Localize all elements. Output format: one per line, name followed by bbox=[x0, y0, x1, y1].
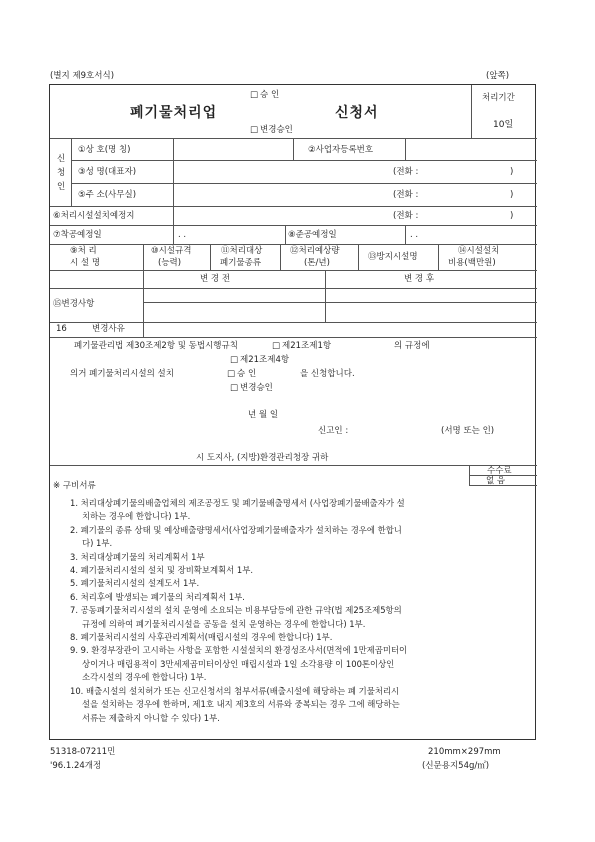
doc-item: 4. 폐기물처리시설의 설치 및 장비확보계획서 1부. bbox=[70, 565, 254, 576]
statement-line2a: 의거 폐기물처리시설의 설치 bbox=[70, 369, 174, 379]
address-label: ⑤주 소(사무실) bbox=[78, 190, 137, 200]
representative-phone-label: (전화 : bbox=[393, 167, 419, 177]
finish-date-label: ⑧준공예정일 bbox=[288, 230, 337, 240]
business-name-label: ①상 호(명 칭) bbox=[78, 145, 131, 155]
col-facility-name-1: ⑨처 리 bbox=[70, 246, 97, 256]
form-code: 51318-07211민 bbox=[50, 747, 116, 757]
applicant-label-3: 인 bbox=[57, 182, 66, 192]
facility-phone-label: (전화 : bbox=[393, 211, 419, 221]
recipient-line: 시 도지사, (지방)환경관리청장 귀하 bbox=[196, 453, 329, 463]
col-waste-type-2: 폐기물종류 bbox=[220, 258, 262, 268]
col-spec-2: (능력) bbox=[158, 258, 182, 268]
form-number: (별지 제9호서식) bbox=[50, 71, 115, 81]
paper-type: (신문용지54g/㎡) bbox=[422, 761, 490, 771]
col-expected-amount-1: ⑫처리예상량 bbox=[290, 246, 340, 256]
doc-item: 6. 처리후에 발생되는 폐기물의 처리계획서 1부. bbox=[70, 591, 245, 602]
before-change-label: 변 경 전 bbox=[200, 274, 231, 284]
required-docs-heading: ※ 구비서류 bbox=[53, 481, 96, 491]
statement-line2b: 을 신청합니다. bbox=[300, 369, 355, 379]
processing-period-value: 10일 bbox=[493, 120, 514, 130]
change-reason-label: 변경사유 bbox=[92, 324, 125, 334]
install-change-checkbox[interactable]: □ 변경승인 bbox=[230, 384, 273, 393]
doc-item: 1. 처리대상폐기물의배출업체의 제조공정도 및 폐기물배출명세서 (사업장폐기물배출자가 설 bbox=[70, 498, 405, 508]
representative-phone-close: ) bbox=[510, 167, 514, 177]
doc-item: 8. 폐기물처리시설의 사후관리계획서(매립시설의 경우에 한합니다) 1부. bbox=[70, 632, 333, 643]
col-facility-name-2: 시 설 명 bbox=[70, 258, 101, 268]
facility-phone-close: ) bbox=[510, 211, 514, 221]
revision-date: '96.1.24개정 bbox=[50, 761, 102, 771]
after-change-label: 변 경 후 bbox=[404, 274, 435, 284]
required-docs-list bbox=[70, 497, 532, 725]
form-title: 폐기물처리업 bbox=[130, 105, 218, 121]
applicant-label-2: 청 bbox=[57, 168, 66, 178]
doc-item-continued: 소각시설의 경우에 한합니다) 1부. bbox=[82, 672, 207, 683]
doc-item: 3. 처리대상폐기물의 처리계획서 1부 bbox=[70, 551, 205, 562]
statement-line1a: 폐기물관리법 제30조제2항 및 동법시행규칙 bbox=[74, 341, 238, 351]
fee-label: 수수료 bbox=[487, 466, 512, 476]
col-expected-amount-2: (톤/년) bbox=[304, 258, 330, 268]
doc-item: 10. 배출시설의 설치허가 또는 신고신청서의 첨부서류(배출시설에 해당하는 폐 기물처리시 bbox=[70, 685, 400, 696]
start-date-label: ⑦착공예정일 bbox=[53, 230, 102, 240]
doc-item: 9. 9. 환경부장관이 고시하는 사항을 포함한 시설설치의 환경성조사서(면적에 1만제곱미터이 bbox=[70, 645, 408, 656]
applicant-sign-label: 신고인 : bbox=[318, 426, 349, 436]
form-title-suffix: 신청서 bbox=[335, 105, 379, 121]
signature-note: (서명 또는 인) bbox=[441, 426, 495, 436]
col-spec-1: ⑩시설규격 bbox=[151, 246, 192, 256]
doc-item-continued: 상이거나 매립용적이 3만세제곱미터이상인 매립시설과 1일 소각용량 이 100톤이상인 bbox=[82, 658, 395, 669]
application-form bbox=[49, 84, 536, 740]
doc-item-continued: 설을 설치하는 경우에 한하며, 제1호 내지 제3호의 서류와 중복되는 경우 그에 해당하는 bbox=[82, 699, 400, 710]
business-regno-label: ②사업자등록번호 bbox=[308, 145, 374, 155]
col-waste-type-1: ⑪처리대상 bbox=[221, 246, 263, 256]
date-line: 년 월 일 bbox=[248, 410, 279, 420]
article-21-1-checkbox[interactable]: □ 제21조제1항 bbox=[272, 342, 331, 351]
doc-item: 7. 공동폐기물처리시설의 설치 운영에 소요되는 비용부담등에 관한 규약(법 제25조제5항의 bbox=[70, 605, 402, 616]
representative-label: ③성 명(대표자) bbox=[78, 167, 137, 177]
facility-location-label: ⑥처리시설설치예정지 bbox=[53, 211, 135, 221]
change-reason-number: 16 bbox=[56, 324, 67, 334]
doc-item-continued: 서류는 제출하지 아니할 수 있다) 1부. bbox=[82, 712, 220, 723]
processing-period-label: 처리기간 bbox=[482, 93, 515, 103]
doc-item-continued: 규정에 의하여 폐기물처리시설을 공동을 설치 운영하는 경우에 한합니다) 1부. bbox=[82, 618, 366, 629]
paper-size: 210mm×297mm bbox=[428, 747, 501, 757]
change-approve-checkbox[interactable]: □ 변경승인 bbox=[250, 126, 293, 135]
finish-date-dots: . . bbox=[410, 230, 419, 240]
change-items-label: ⑮변경사항 bbox=[53, 299, 95, 309]
col-install-cost-1: ⑭시설설치 bbox=[458, 246, 500, 256]
doc-item-continued: 다) 1부. bbox=[82, 538, 113, 549]
fee-value: 없 음 bbox=[486, 476, 506, 486]
address-phone-close: ) bbox=[510, 190, 514, 200]
install-approve-checkbox[interactable]: □ 승 인 bbox=[227, 370, 256, 379]
doc-item-continued: 치하는 경우에 한합니다) 1부. bbox=[82, 511, 191, 522]
applicant-label-1: 신 bbox=[57, 154, 66, 164]
col-install-cost-2: 비용(백만원) bbox=[448, 258, 496, 268]
statement-line1b: 의 규정에 bbox=[394, 341, 430, 351]
start-date-dots: . . bbox=[178, 230, 187, 240]
approve-checkbox[interactable]: □ 승 인 bbox=[250, 91, 279, 100]
address-phone-label: (전화 : bbox=[393, 190, 419, 200]
doc-item: 2. 폐기물의 종류 상태 및 예상배출량명세서(사업장폐기물배출자가 설치하는 경우에 한합니 bbox=[70, 524, 402, 535]
article-21-4-checkbox[interactable]: □ 제21조제4항 bbox=[230, 356, 289, 365]
page-side: (앞쪽) bbox=[486, 71, 510, 81]
col-prevention-facility: ⑬방지시설명 bbox=[368, 252, 418, 262]
doc-item: 5. 폐기물처리시설의 설계도서 1부. bbox=[70, 578, 200, 589]
